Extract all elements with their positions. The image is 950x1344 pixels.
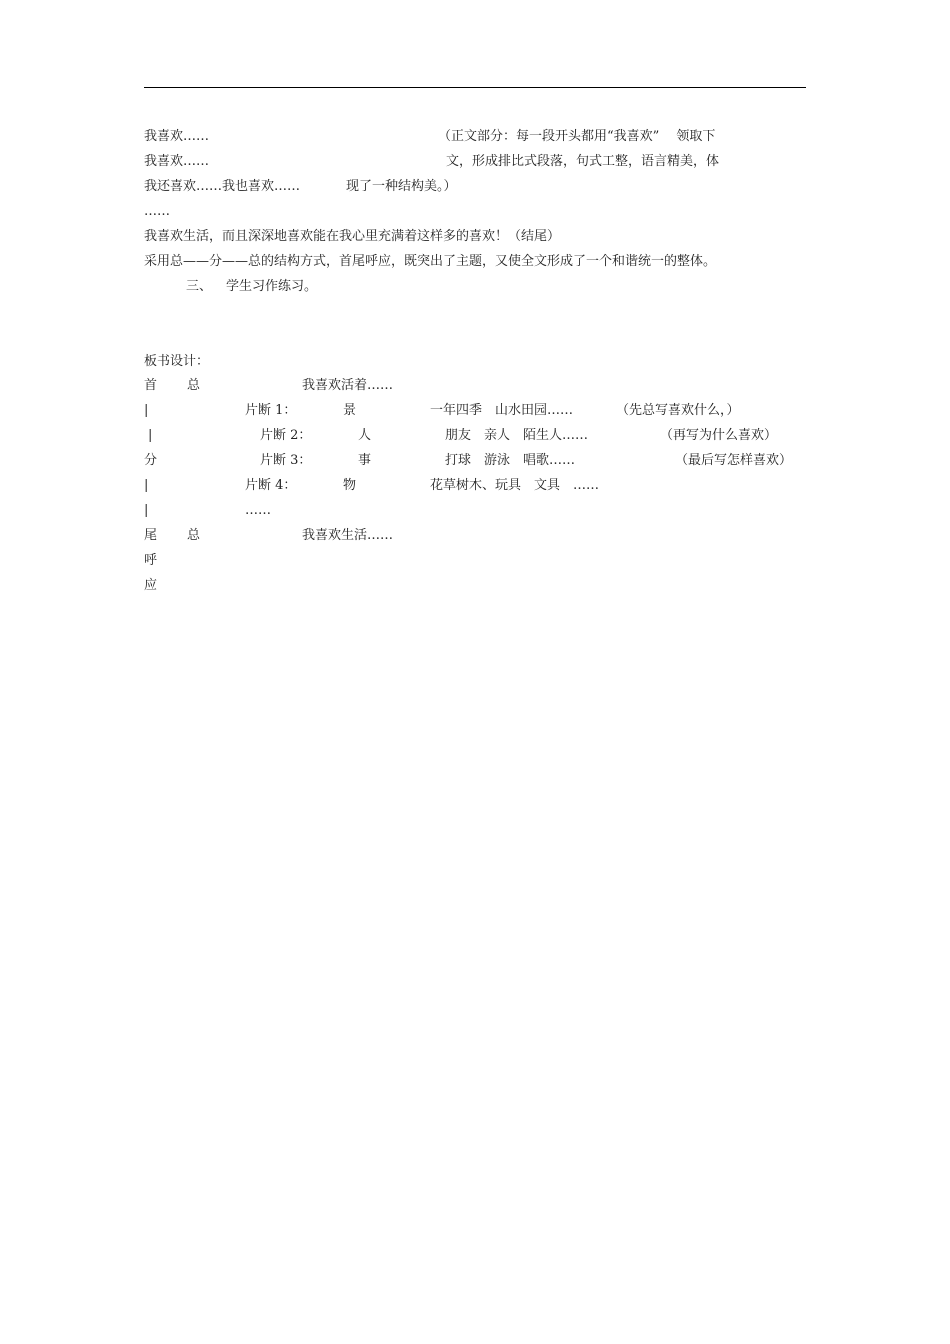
board-row-marker: | bbox=[148, 428, 153, 443]
intro-note-2: 文，形成排比式段落，句式工整，语言精美，体 bbox=[446, 154, 720, 169]
board-more-marker: | bbox=[144, 503, 149, 518]
board-row-category: 事 bbox=[358, 453, 372, 468]
board-row-label: 片断 1： bbox=[245, 403, 297, 418]
intro-note-1: （正文部分：每一段开头都用“我喜欢” 领取下 bbox=[438, 129, 716, 144]
intro-ellipsis: …… bbox=[144, 204, 170, 219]
board-tail-extra-2: 应 bbox=[144, 578, 158, 593]
board-row-label: 片断 3： bbox=[260, 453, 312, 468]
board-title: 板书设计： bbox=[144, 354, 210, 369]
board-row-items: 朋友 亲人 陌生人…… bbox=[445, 428, 589, 443]
board-row-items: 花草树木、玩具 文具 …… bbox=[430, 478, 600, 493]
intro-line-3: 我还喜欢……我也喜欢…… bbox=[144, 179, 301, 194]
board-row-marker: 分 bbox=[144, 453, 158, 468]
board-head-total: 总 bbox=[187, 378, 201, 393]
board-more: …… bbox=[245, 503, 271, 518]
section-number: 三、 bbox=[186, 279, 213, 294]
intro-line-2: 我喜欢…… bbox=[144, 154, 210, 169]
board-row-items: 一年四季 山水田园…… bbox=[430, 403, 574, 418]
board-row-note: （最后写怎样喜欢） bbox=[675, 453, 793, 468]
summary-paragraph: 采用总——分——总的结构方式，首尾呼应，既突出了主题，又使全文形成了一个和谐统一的整体。 bbox=[144, 254, 717, 269]
board-row-marker: | bbox=[144, 478, 149, 493]
board-tail-text: 我喜欢生活…… bbox=[302, 528, 394, 543]
board-row-category: 物 bbox=[343, 478, 357, 493]
board-head-marker: 首 bbox=[144, 378, 158, 393]
board-tail-total: 总 bbox=[187, 528, 201, 543]
board-tail-marker: 尾 bbox=[144, 528, 158, 543]
board-row-category: 景 bbox=[343, 403, 357, 418]
board-head-text: 我喜欢活着…… bbox=[302, 378, 394, 393]
board-row-label: 片断 2： bbox=[260, 428, 312, 443]
intro-line-1: 我喜欢…… bbox=[144, 129, 210, 144]
board-row-marker: | bbox=[144, 403, 149, 418]
board-row-note: （先总写喜欢什么，） bbox=[616, 403, 740, 418]
board-row-items: 打球 游泳 唱歌…… bbox=[445, 453, 576, 468]
board-row-category: 人 bbox=[358, 428, 372, 443]
board-row-note: （再写为什么喜欢） bbox=[660, 428, 778, 443]
header-rule bbox=[144, 87, 806, 88]
ending-paragraph: 我喜欢生活，而且深深地喜欢能在我心里充满着这样多的喜欢！（结尾） bbox=[144, 229, 561, 244]
board-row-label: 片断 4： bbox=[245, 478, 297, 493]
section-title: 学生习作练习。 bbox=[226, 279, 318, 294]
intro-note-3: 现了一种结构美。） bbox=[346, 179, 457, 194]
board-tail-extra-1: 呼 bbox=[144, 553, 158, 568]
